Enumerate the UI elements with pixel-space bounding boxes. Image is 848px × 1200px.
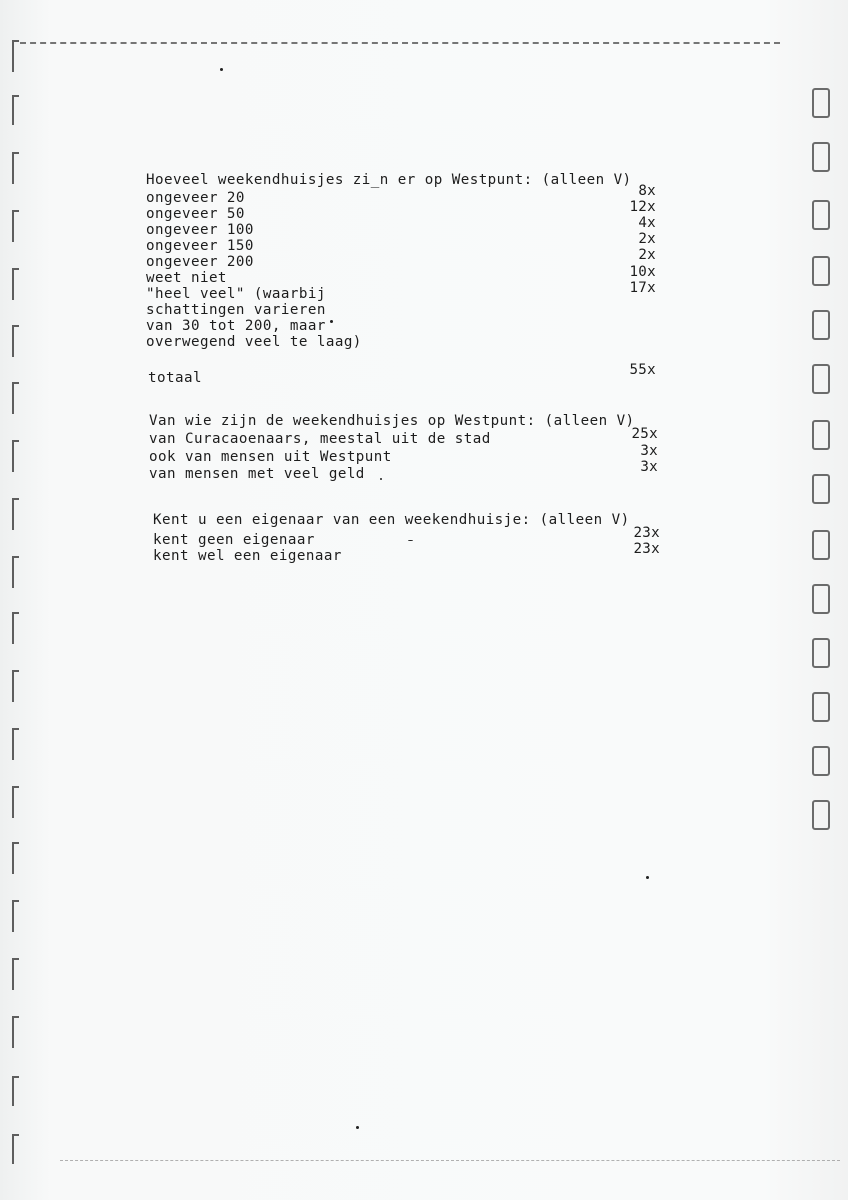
binding-hole [812, 88, 830, 118]
answer-count: 23x [633, 541, 660, 557]
binding-hole [812, 256, 830, 286]
answer-count: 25x [631, 426, 658, 442]
binding-mark [12, 498, 19, 530]
photocopy-speck [220, 68, 223, 71]
answer-count: 2x [638, 231, 656, 247]
answer-label: "heel veel" (waarbij [146, 286, 326, 302]
answer-label: ongeveer 200 [146, 254, 254, 270]
binding-mark [12, 210, 19, 242]
binding-mark [12, 440, 19, 472]
answer-count: 23x [633, 525, 660, 541]
binding-hole [812, 310, 830, 340]
photocopy-speck [646, 876, 649, 879]
answer-count: 3x [640, 443, 658, 459]
binding-mark [12, 1016, 19, 1048]
photocopy-speck [330, 320, 333, 323]
answer-label: van Curacaoenaars, meestal uit de stad [149, 431, 491, 447]
photocopy-speck [408, 540, 413, 541]
binding-mark [12, 786, 19, 818]
binding-mark [12, 325, 19, 357]
binding-mark [12, 152, 19, 184]
answer-label: van mensen met veel geld [149, 466, 365, 482]
binding-mark [12, 612, 19, 644]
note-line: overwegend veel te laag) [146, 334, 362, 350]
answer-label: ongeveer 20 [146, 190, 245, 206]
answer-label: ongeveer 100 [146, 222, 254, 238]
binding-mark [12, 95, 19, 125]
binding-hole [812, 746, 830, 776]
binding-hole [812, 800, 830, 830]
binding-hole [812, 364, 830, 394]
answer-label: ook van mensen uit Westpunt [149, 449, 392, 465]
answer-count: 17x [629, 280, 656, 296]
binding-hole [812, 142, 830, 172]
note-line: schattingen varieren [146, 302, 326, 318]
binding-mark [12, 268, 19, 300]
binding-mark [12, 728, 19, 760]
binding-mark [12, 958, 19, 990]
answer-count: 3x [640, 459, 658, 475]
binding-hole [812, 420, 830, 450]
note-line: van 30 tot 200, maar [146, 318, 326, 334]
binding-mark [12, 1134, 19, 1164]
binding-hole [812, 530, 830, 560]
binding-mark [12, 900, 19, 932]
binding-hole [812, 584, 830, 614]
top-dashed-rule [20, 42, 780, 44]
binding-mark [12, 670, 19, 702]
answer-label: ongeveer 50 [146, 206, 245, 222]
answer-count: 8x [638, 183, 656, 199]
binding-mark [12, 556, 19, 588]
binding-hole [812, 638, 830, 668]
binding-mark [12, 40, 19, 72]
binding-mark [12, 1076, 19, 1106]
answer-label: kent wel een eigenaar [153, 548, 342, 564]
binding-hole [812, 692, 830, 722]
answer-count: 10x [629, 264, 656, 280]
answer-count: 4x [638, 215, 656, 231]
question-heading: Kent u een eigenaar van een weekendhuisje: (alleen V) [153, 512, 630, 528]
bottom-dashed-rule [60, 1160, 840, 1161]
binding-mark [12, 842, 19, 874]
photocopy-speck [356, 1126, 359, 1129]
binding-hole [812, 200, 830, 230]
answer-label: kent geen eigenaar [153, 532, 315, 548]
answer-label: weet niet [146, 270, 227, 286]
answer-count: 12x [629, 199, 656, 215]
question-heading: Hoeveel weekendhuisjes zi_n er op Westpunt: (alleen V) [146, 172, 632, 188]
binding-mark [12, 382, 19, 414]
binding-hole [812, 474, 830, 504]
answer-label: ongeveer 150 [146, 238, 254, 254]
answer-count: 2x [638, 247, 656, 263]
total-count: 55x [629, 362, 656, 378]
question-heading: Van wie zijn de weekendhuisjes op Westpunt: (alleen V) [149, 413, 635, 429]
total-label: totaal [148, 370, 202, 386]
photocopy-speck [380, 478, 382, 480]
